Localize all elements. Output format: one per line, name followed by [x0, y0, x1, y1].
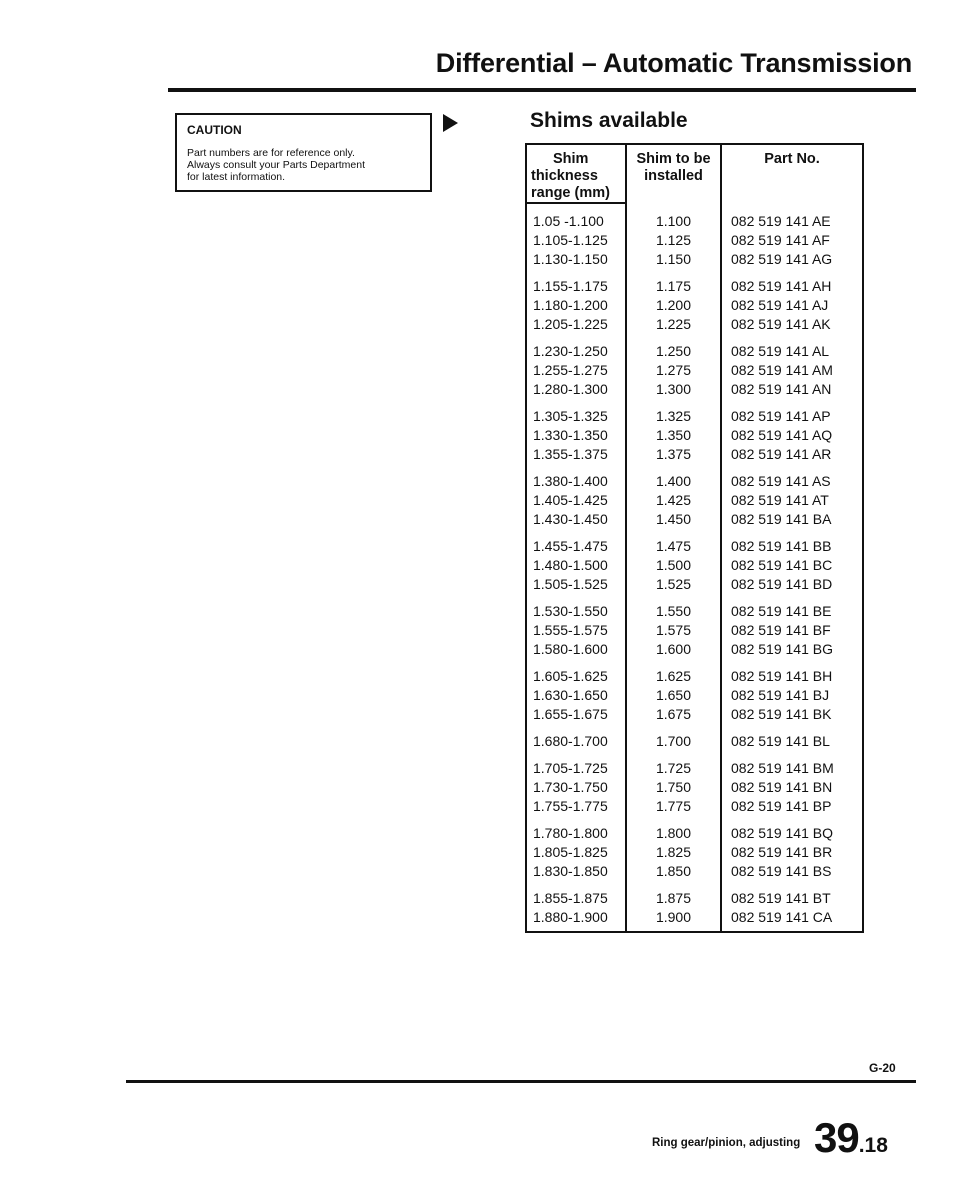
table-row [527, 889, 862, 908]
cell-range: 1.530-1.550 [533, 603, 608, 619]
cell-installed: 1.675 [655, 706, 692, 722]
cell-installed: 1.225 [655, 316, 692, 332]
cell-installed: 1.875 [655, 890, 692, 906]
cell-part: 082 519 141 AG [731, 251, 833, 267]
cell-installed: 1.300 [655, 381, 692, 397]
cell-installed: 1.425 [655, 492, 692, 508]
cell-range: 1.605-1.625 [533, 668, 608, 684]
cell-range: 1.430-1.450 [533, 511, 608, 527]
cell-range: 1.205-1.225 [533, 316, 608, 332]
cell-range: 1.730-1.750 [533, 779, 608, 795]
table-row-group [527, 602, 862, 659]
page-reference: G-20 [869, 1061, 896, 1075]
header-divider [527, 202, 627, 204]
cell-installed: 1.450 [655, 511, 692, 527]
cell-range: 1.05 -1.100 [533, 213, 604, 229]
cell-installed: 1.625 [655, 668, 692, 684]
cell-installed: 1.150 [655, 251, 692, 267]
cell-installed: 1.125 [655, 232, 692, 248]
table-row [527, 759, 862, 778]
cell-installed: 1.800 [655, 825, 692, 841]
section-heading: Shims available [530, 109, 688, 132]
cell-installed: 1.775 [655, 798, 692, 814]
cell-range: 1.880-1.900 [533, 909, 608, 925]
cell-part: 082 519 141 BR [731, 844, 833, 860]
table-row [527, 212, 862, 231]
header-range-line: thickness [531, 168, 598, 184]
cell-range: 1.830-1.850 [533, 863, 608, 879]
page-subnumber: .18 [858, 1134, 888, 1157]
cell-installed: 1.575 [655, 622, 692, 638]
header-installed-line: Shim to be [636, 151, 711, 167]
caution-box [175, 113, 432, 192]
table-row [527, 732, 862, 751]
table-row-group [527, 889, 862, 927]
table-row [527, 667, 862, 686]
cell-part: 082 519 141 BF [731, 622, 831, 638]
cell-range: 1.330-1.350 [533, 427, 608, 443]
page-number [814, 1114, 888, 1162]
caution-line: for latest information. [187, 171, 286, 183]
header-range-line: range (mm) [531, 185, 610, 201]
table-row [527, 380, 862, 399]
cell-installed: 1.600 [655, 641, 692, 657]
header-part [722, 151, 862, 168]
cell-range: 1.130-1.150 [533, 251, 608, 267]
cell-range: 1.580-1.600 [533, 641, 608, 657]
cell-range: 1.780-1.800 [533, 825, 608, 841]
table-row-group [527, 277, 862, 334]
cell-part: 082 519 141 BH [731, 668, 833, 684]
cell-part: 082 519 141 BM [731, 760, 834, 776]
header-range-line: Shim [553, 151, 589, 167]
cell-installed: 1.200 [655, 297, 692, 313]
cell-part: 082 519 141 BL [731, 733, 830, 749]
cell-range: 1.155-1.175 [533, 278, 608, 294]
page-title: Differential – Automatic Transmission [435, 48, 912, 78]
table-row [527, 231, 862, 250]
table-row [527, 843, 862, 862]
table-row-group [527, 212, 862, 269]
table-row [527, 510, 862, 529]
cell-part: 082 519 141 AE [731, 213, 831, 229]
arrow-right-icon [443, 114, 458, 132]
cell-range: 1.255-1.275 [533, 362, 608, 378]
cell-installed: 1.525 [655, 576, 692, 592]
section-number: 39 [814, 1114, 859, 1161]
cell-range: 1.505-1.525 [533, 576, 608, 592]
table-row [527, 315, 862, 334]
table-row [527, 778, 862, 797]
table-row [527, 575, 862, 594]
cell-range: 1.230-1.250 [533, 343, 608, 359]
cell-range: 1.180-1.200 [533, 297, 608, 313]
cell-part: 082 519 141 AH [731, 278, 832, 294]
cell-part: 082 519 141 BE [731, 603, 832, 619]
cell-part: 082 519 141 BA [731, 511, 832, 527]
cell-part: 082 519 141 AQ [731, 427, 833, 443]
footer-caption: Ring gear/pinion, adjusting [652, 1137, 801, 1149]
table-row-group [527, 667, 862, 724]
shims-table [525, 143, 864, 933]
cell-installed: 1.250 [655, 343, 692, 359]
table-row [527, 445, 862, 464]
cell-part: 082 519 141 BK [731, 706, 832, 722]
table-row [527, 342, 862, 361]
header-installed-line: installed [644, 168, 703, 184]
footer-rule [126, 1080, 916, 1083]
cell-range: 1.755-1.775 [533, 798, 608, 814]
cell-installed: 1.825 [655, 844, 692, 860]
table-row [527, 602, 862, 621]
cell-part: 082 519 141 BN [731, 779, 833, 795]
cell-installed: 1.100 [655, 213, 692, 229]
cell-range: 1.355-1.375 [533, 446, 608, 462]
cell-part: 082 519 141 BT [731, 890, 831, 906]
cell-installed: 1.500 [655, 557, 692, 573]
cell-installed: 1.725 [655, 760, 692, 776]
caution-line: Always consult your Parts Department [187, 159, 365, 171]
table-row-group [527, 472, 862, 529]
cell-range: 1.630-1.650 [533, 687, 608, 703]
table-row [527, 426, 862, 445]
cell-range: 1.480-1.500 [533, 557, 608, 573]
table-row-group [527, 537, 862, 594]
table-row [527, 705, 862, 724]
cell-range: 1.380-1.400 [533, 473, 608, 489]
table-row [527, 797, 862, 816]
cell-range: 1.555-1.575 [533, 622, 608, 638]
cell-range: 1.455-1.475 [533, 538, 608, 554]
table-row-group [527, 732, 862, 751]
cell-part: 082 519 141 AR [731, 446, 832, 462]
header-rule [168, 88, 916, 92]
cell-part: 082 519 141 AN [731, 381, 832, 397]
cell-range: 1.805-1.825 [533, 844, 608, 860]
cell-range: 1.855-1.875 [533, 890, 608, 906]
cell-installed: 1.175 [655, 278, 692, 294]
cell-installed: 1.325 [655, 408, 692, 424]
table-row [527, 862, 862, 881]
cell-range: 1.105-1.125 [533, 232, 608, 248]
table-row [527, 908, 862, 927]
table-row-group [527, 824, 862, 881]
cell-range: 1.680-1.700 [533, 733, 608, 749]
cell-installed: 1.275 [655, 362, 692, 378]
caution-line: Part numbers are for reference only. [187, 147, 355, 159]
table-row [527, 491, 862, 510]
cell-part: 082 519 141 AF [731, 232, 830, 248]
cell-range: 1.280-1.300 [533, 381, 608, 397]
table-row-group [527, 407, 862, 464]
cell-range: 1.655-1.675 [533, 706, 608, 722]
cell-installed: 1.400 [655, 473, 692, 489]
cell-part: 082 519 141 AP [731, 408, 831, 424]
cell-part: 082 519 141 BP [731, 798, 832, 814]
table-row [527, 407, 862, 426]
cell-part: 082 519 141 AJ [731, 297, 829, 313]
cell-part: 082 519 141 AT [731, 492, 829, 508]
table-row-group [527, 759, 862, 816]
cell-installed: 1.900 [655, 909, 692, 925]
cell-installed: 1.375 [655, 446, 692, 462]
table-row [527, 296, 862, 315]
table-row [527, 250, 862, 269]
header-part-line: Part No. [764, 151, 820, 167]
cell-range: 1.405-1.425 [533, 492, 608, 508]
cell-part: 082 519 141 CA [731, 909, 833, 925]
cell-installed: 1.475 [655, 538, 692, 554]
cell-installed: 1.350 [655, 427, 692, 443]
table-row [527, 640, 862, 659]
cell-part: 082 519 141 BC [731, 557, 833, 573]
table-row [527, 361, 862, 380]
cell-range: 1.305-1.325 [533, 408, 608, 424]
cell-part: 082 519 141 AK [731, 316, 831, 332]
cell-part: 082 519 141 BG [731, 641, 833, 657]
cell-part: 082 519 141 AS [731, 473, 831, 489]
cell-part: 082 519 141 BS [731, 863, 832, 879]
cell-installed: 1.700 [655, 733, 692, 749]
cell-installed: 1.650 [655, 687, 692, 703]
table-row [527, 621, 862, 640]
cell-part: 082 519 141 AL [731, 343, 830, 359]
table-row [527, 472, 862, 491]
table-row [527, 537, 862, 556]
cell-part: 082 519 141 BD [731, 576, 833, 592]
cell-range: 1.705-1.725 [533, 760, 608, 776]
cell-part: 082 519 141 AM [731, 362, 833, 378]
header-range [531, 151, 627, 202]
table-row [527, 824, 862, 843]
table-row [527, 277, 862, 296]
header-installed [627, 151, 720, 185]
cell-installed: 1.550 [655, 603, 692, 619]
caution-title: CAUTION [187, 123, 242, 137]
table-row [527, 556, 862, 575]
cell-installed: 1.850 [655, 863, 692, 879]
cell-part: 082 519 141 BJ [731, 687, 830, 703]
table-row-group [527, 342, 862, 399]
cell-part: 082 519 141 BQ [731, 825, 833, 841]
table-row [527, 686, 862, 705]
cell-installed: 1.750 [655, 779, 692, 795]
cell-part: 082 519 141 BB [731, 538, 832, 554]
